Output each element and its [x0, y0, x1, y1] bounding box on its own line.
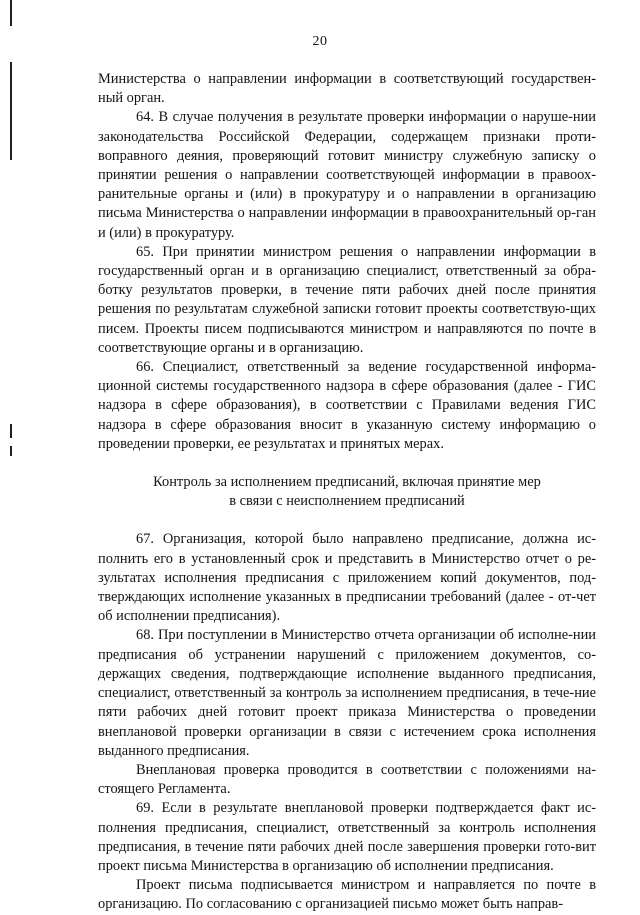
paragraphs-top — [98, 70, 596, 454]
paragraph: Министерства о направлении информации в соответствующий государствен-ный орган. — [98, 71, 596, 107]
scan-edge-mark — [10, 446, 12, 456]
section-heading — [98, 473, 596, 511]
paragraph-66: 66. Специалист, ответственный за ведение государственной информа-ционной системы государственного надзора в сфере образования (далее - ГИС надзора в сфере образования), в соответствии с Правилами ведения ГИС надзора в сфере образования вносит в указанную систему информацию о проведении проверки, ее результатах и принятых мерах. — [98, 359, 596, 452]
paragraph-69: 69. Если в результате внеплановой проверки подтверждается факт ис-полнения предписания, специалист, ответственный за контроль исполнения предписания, в течение пяти рабочих дней после завершения проверки гото-вит проект письма Министерства в организацию об исполнении предписания. — [98, 800, 596, 874]
paragraph-67: 67. Организация, которой было направлено предписание, должна ис-полнить его в установленный срок и представить в Министерство отчет о ре-зультатах исполнения предписания с приложением копий документов, под-тверждающих исполнение указанных в предписании требований (далее - от-чет об исполнении предписания). — [98, 531, 596, 625]
paragraph-65: 65. При принятии министром решения о направлении информации в государственный орган и в организацию специалист, ответственный за обра-ботку результатов проверки, в течение пяти рабочих дней после принятия решения по результатам служебной записки готовит проекты соответствую-щих писем. Проекты писем подписываются министром и направляются по почте в соответствующие органы и в организацию. — [98, 243, 596, 356]
document-body — [98, 70, 596, 915]
section-heading-line: Контроль за исполнением предписаний, включая принятие мер — [153, 474, 541, 491]
paragraph-unplanned-check: Внеплановая проверка проводится в соответствии с положениями на-стоящего Регламента. — [98, 761, 596, 798]
paragraph-68: 68. При поступлении в Министерство отчета организации об исполне-нии предписания об устранении нарушений с приложением документов, со-держащих сведения, подтверждающие исполнение выданного предписания, специалист, ответственный за контроль за исполнением предписания, в тече-ние пяти рабочих дней готовит проект приказа Министерства о проведении внеплановой проверки организации в связи с истечением срока исполнения выданного предписания. — [98, 627, 596, 759]
scan-edge-mark — [10, 0, 12, 26]
page-number: 20 — [312, 34, 328, 49]
section-heading-line: в связи с неисполнением предписаний — [229, 493, 465, 510]
scan-edge-mark — [10, 62, 12, 160]
paragraph-64: 64. В случае получения в результате проверки информации о наруше-нии законодательства Российской Федерации, содержащем признаки проти-воправного деяния, проверяющий готовит министру служебную записку о принятии решения о направлении соответствующей информации в правоох-ранительные органы и (или) в прокуратуру и о направлении в организацию письма Министерства о направлении информации в правоохранительный ор-ган и (или) в прокуратуру. — [98, 109, 596, 241]
scan-edge-mark — [10, 424, 12, 438]
paragraph-letter-draft: Проект письма подписывается министром и направляется по почте в организацию. По согласованию с организацией письмо может быть направ- — [98, 877, 596, 913]
paragraphs-bottom — [98, 530, 596, 914]
